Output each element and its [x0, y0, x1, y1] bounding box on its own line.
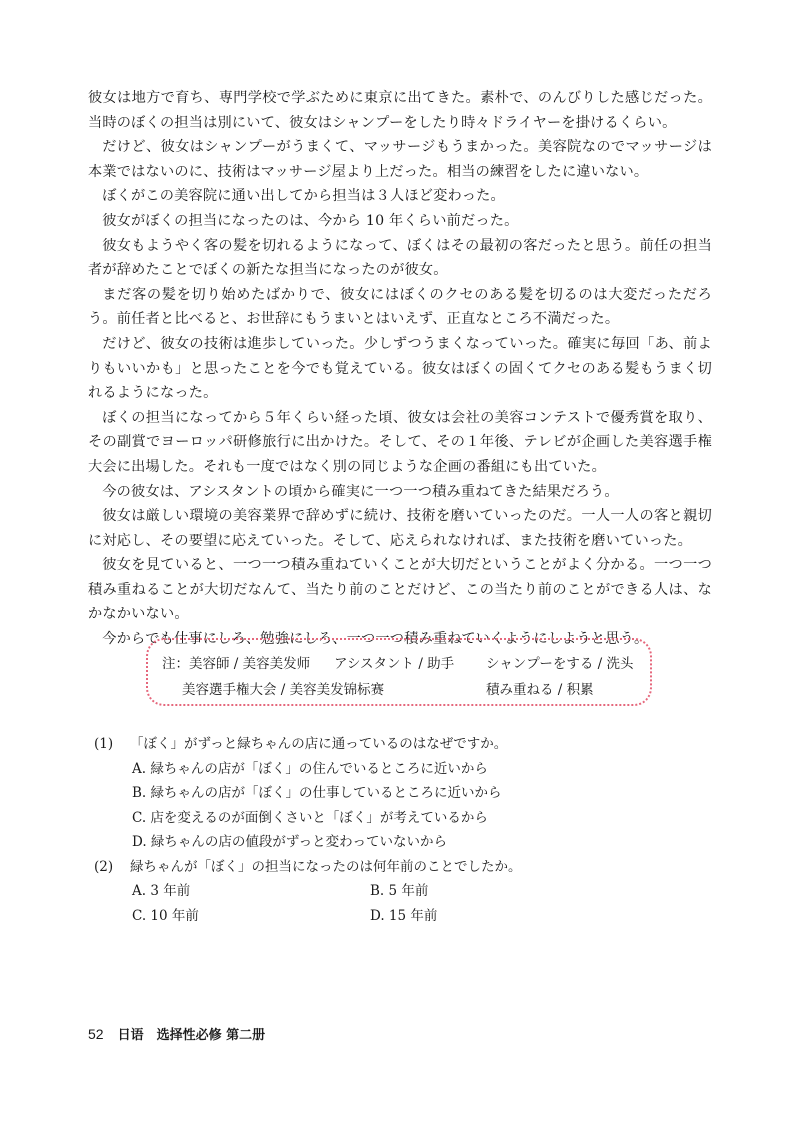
option-a: A. 3 年前: [132, 883, 191, 899]
question-number: (2): [94, 858, 114, 875]
question-1: [94, 732, 714, 757]
comprehension-questions: [94, 732, 714, 928]
note-shampoo: シャンプーをする / 洗头: [486, 656, 634, 672]
paragraph-6: まだ客の髪を切り始めたばかりで、彼女にはぼくのクセのある髪を切るのは大変だっただろう。前任者と比べると、お世辞にもうまいとはいえず、正直なところ不満だった。: [88, 286, 712, 328]
paragraph-7: だけど、彼女の技術は進歩していった。少しずつうまくなっていった。確実に毎回「あ、前よりもいいかも」と思ったことを今でも覚えている。彼女はぼくの固くてクセのある髪もうまく切れるようになった。: [88, 335, 712, 402]
question-text: 「ぼく」がずっと緑ちゃんの店に通っているのはなぜですか。: [130, 736, 508, 752]
option-a: A. 緑ちゃんの店が「ぼく」の住んでいるところに近いから: [132, 760, 488, 777]
paragraph-8: ぼくの担当になってから５年くらい経った頃、彼女は会社の美容コンテストで優秀賞を取り、その副賞でヨーロッパ研修旅行に出かけた。そして、その１年後、テレビが企画した美容選手権大会に出場した。それも一度ではなく別の同じような企画の番組にも出ていた。: [88, 409, 712, 475]
question-number: (1): [94, 736, 114, 752]
option-c: C. 10 年前: [132, 907, 199, 924]
reading-passage: [88, 86, 712, 652]
page-number: 52: [88, 1026, 104, 1042]
paragraph-4: 彼女がぼくの担当になったのは、今から 10 年くらい前だった。: [102, 212, 519, 229]
question-2: [94, 855, 714, 880]
paragraph-12: 今からでも仕事にしろ、勉強にしろ、一つ一つ積み重ねていくようにしようと思う。: [102, 631, 649, 648]
option-row: [94, 879, 714, 904]
note-championship: 美容選手権大会 / 美容美发锦标赛: [182, 682, 385, 698]
page-footer: [88, 1024, 265, 1043]
option-c: C. 店を変えるのが面倒くさいと「ぼく」が考えているから: [132, 809, 488, 826]
option-d: D. 緑ちゃんの店の値段がずっと変わっていないから: [132, 834, 447, 850]
paragraph-5: 彼女もようやく客の髪を切れるようになって、ぼくはその最初の客だったと思う。前任の担当者が辞めたことでぼくの新たな担当になったのが彼女。: [88, 237, 712, 279]
option-b: B. 緑ちゃんの店が「ぼく」の仕事しているところに近いから: [132, 785, 502, 801]
vocabulary-notes-box: [146, 638, 652, 706]
option-d: D. 15 年前: [370, 907, 438, 924]
option-row: [94, 904, 714, 929]
paragraph-10: 彼女は厳しい環境の美容業界で辞めずに続け、技術を磨いていったのだ。一人一人の客と親切に対応し、その要望に応えていった。そして、応えられなければ、また技術を磨いていった。: [88, 508, 712, 549]
paragraph-11: 彼女を見ていると、一つ一つ積み重ねていくことが大切だということがよく分かる。一つ一つ積み重ねることが大切だなんて、当たり前のことだけど、この当たり前のことができる人は、なかなかいない。: [88, 557, 712, 623]
paragraph-9: 今の彼女は、アシスタントの頃から確実に一つ一つ積み重ねてきた結果だろう。: [102, 483, 619, 500]
paragraph-1: 彼女は地方で育ち、専門学校で学ぶために東京に出てきた。素朴で、のんびりした感じだった。当時のぼくの担当は別にいて、彼女はシャンプーをしたり時々ドライヤーを掛けるくらい。: [88, 90, 712, 131]
book-title: 日语 选择性必修 第二册: [117, 1028, 266, 1043]
note-tsumikasaneru: 積み重ねる / 积累: [486, 682, 594, 698]
option-b: B. 5 年前: [370, 883, 429, 899]
paragraph-2: だけど、彼女はシャンプーがうまくて、マッサージもうまかった。美容院なのでマッサージは本業ではないのに、技術はマッサージ屋より上だった。相当の練習をしたに違いない。: [88, 139, 712, 180]
question-text: 緑ちゃんが「ぼく」の担当になったのは何年前のことでしたか。: [130, 858, 522, 875]
paragraph-3: ぼくがこの美容院に通い出してから担当は３人ほど変わった。: [102, 188, 505, 205]
note-biyoushi: 注：美容師 / 美容美发师: [162, 656, 311, 672]
note-assistant: アシスタント / 助手: [334, 656, 455, 672]
